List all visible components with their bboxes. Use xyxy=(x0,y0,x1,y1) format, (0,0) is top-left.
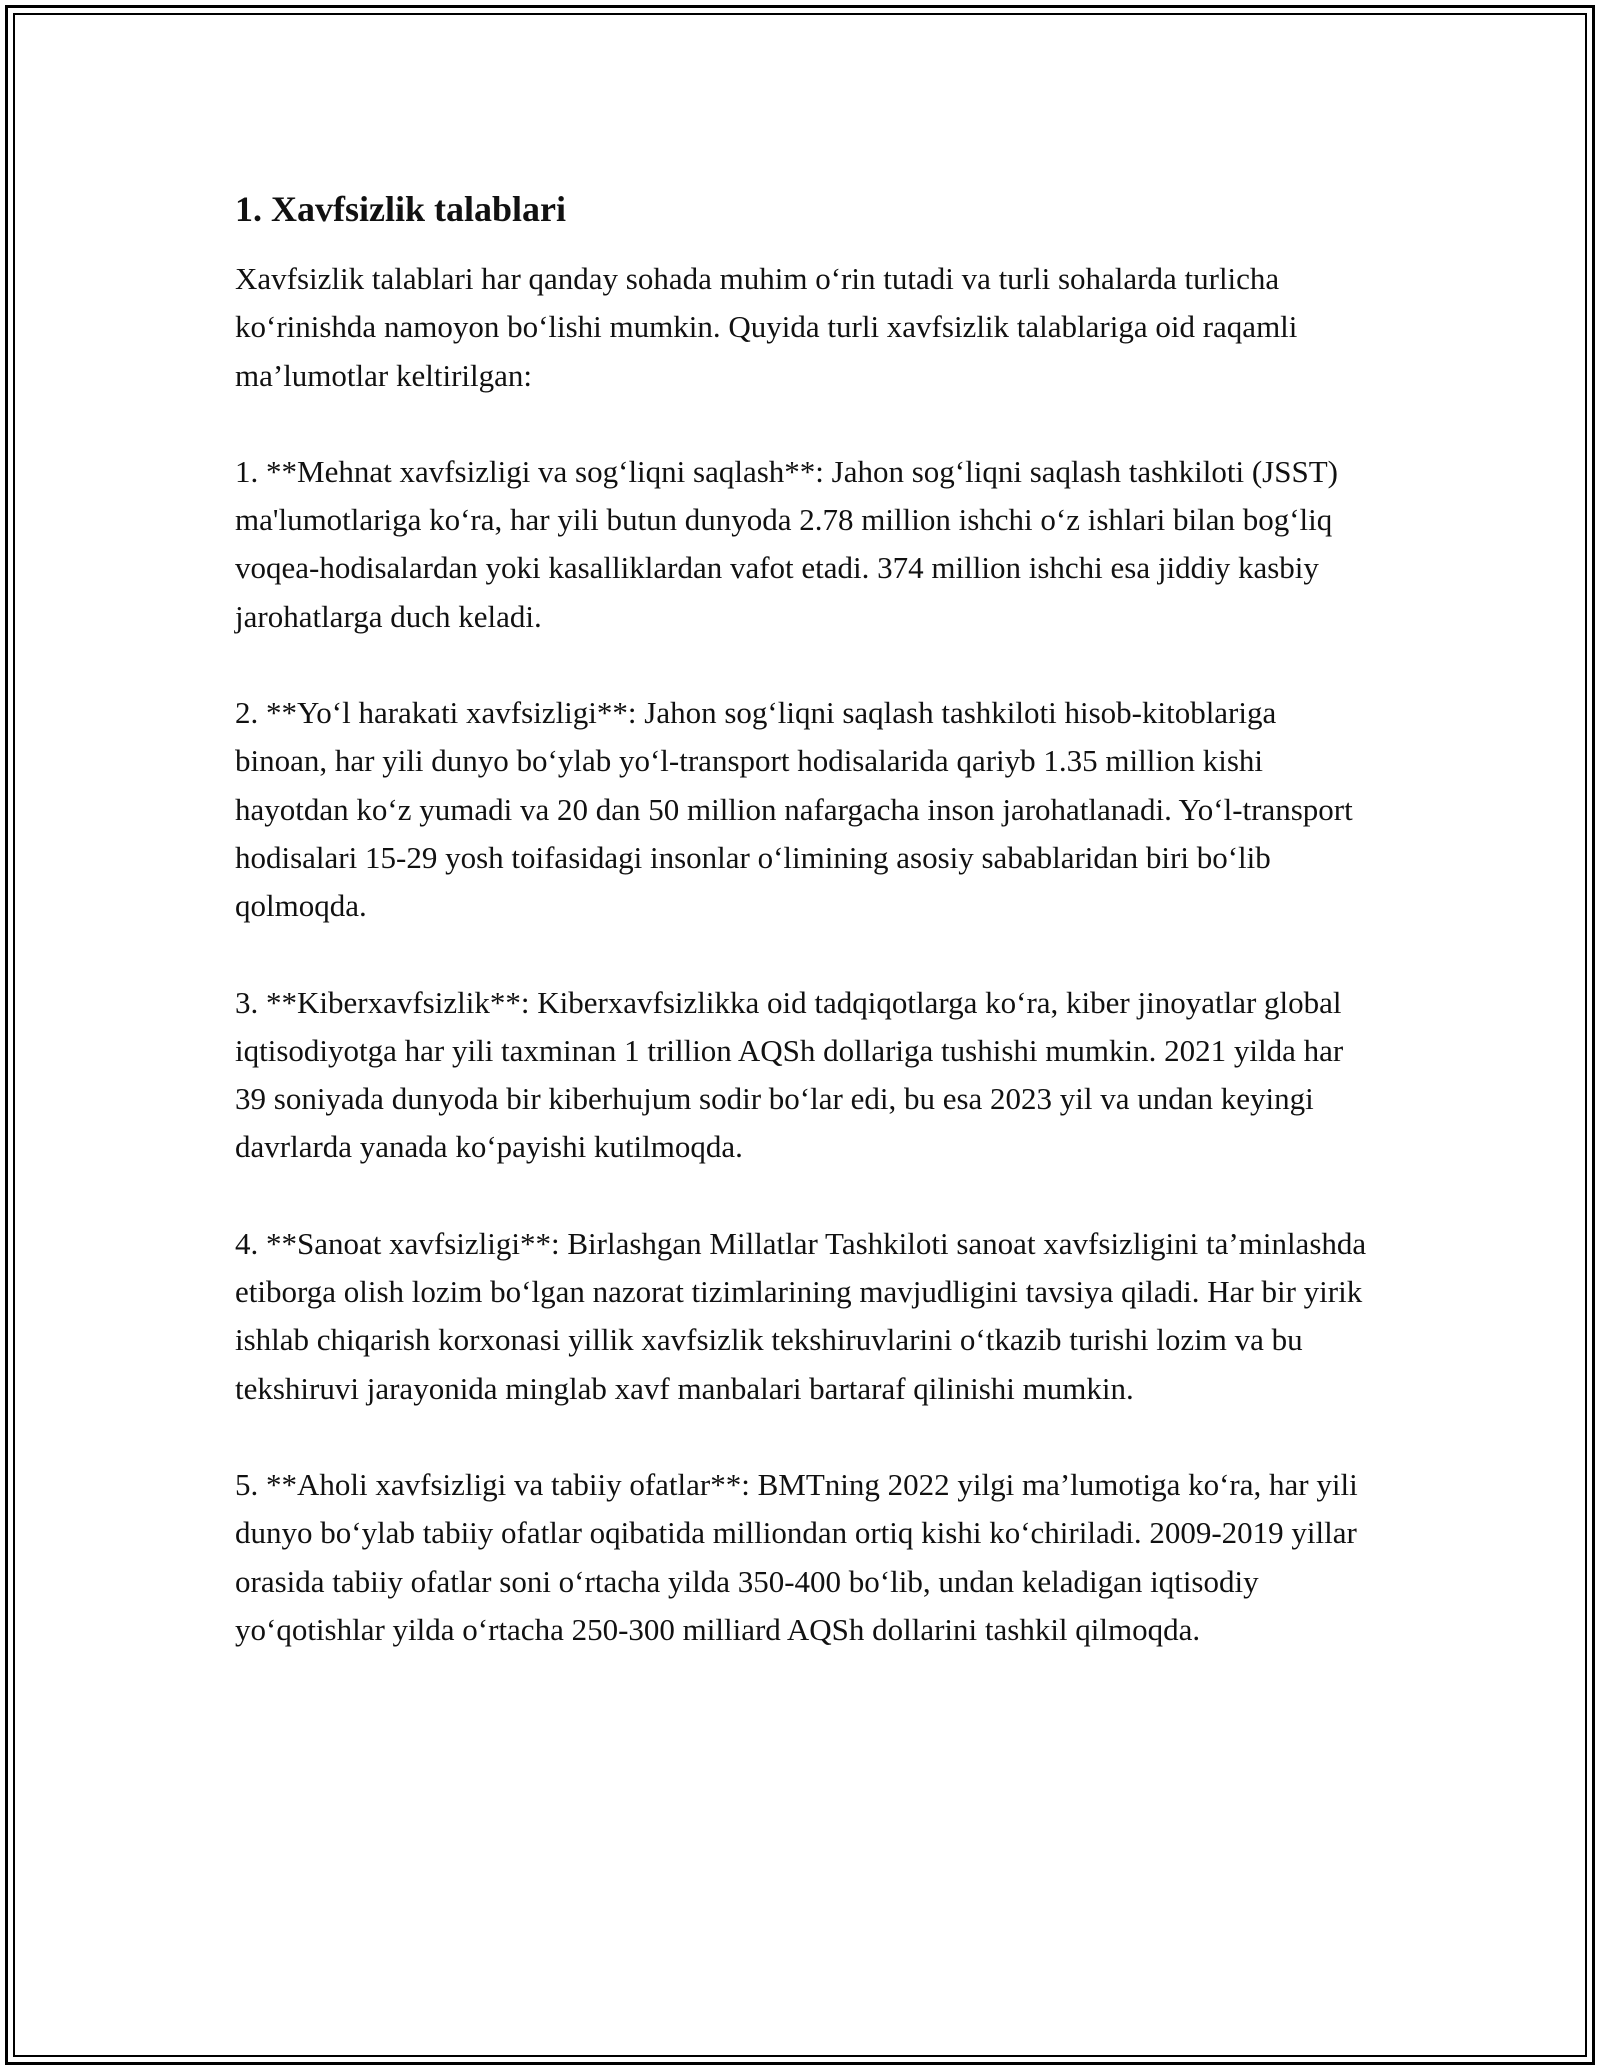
list-item-cybersecurity: 3. **Kiberxavfsizlik**: Kiberxavfsizlikka oid tadqiqotlarga ko‘ra, kiber jinoyatlar global iqtisodiyotga har yili taxminan 1 trillion AQSh dollariga tushishi mumkin. 2021 yilda har 39 soniyada dunyoda bir kiberhujum sodir bo‘lar edi, bu esa 2023 yil va undan keyingi davrlarda yanada ko‘payishi kutilmoqda. xyxy=(235,984,1344,1165)
intro-paragraph: Xavfsizlik talablari har qanday sohada muhim o‘rin tutadi va turli sohalarda turlicha ko‘rinishda namoyon bo‘lishi mumkin. Quyida turli xavfsizlik talablariga oid raqamli ma’lumotlar keltirilgan: xyxy=(235,261,1298,393)
list-item-industrial-safety: 4. **Sanoat xavfsizligi**: Birlashgan Millatlar Tashkiloti sanoat xavfsizligini ta’minlashda etiborga olish lozim bo‘lgan nazorat tizimlarining mavjudligini tavsiya qiladi. Har bir yirik ishlab chiqarish korxonasi yillik xavfsizlik tekshiruvlarini o‘tkazib turishi lozim va bu tekshiruvi jarayonida minglab xavf manbalari bartaraf qilinishi mumkin. xyxy=(235,1225,1367,1406)
section-title: 1. Xavfsizlik talablari xyxy=(235,189,566,229)
document-body xyxy=(235,185,1375,1702)
list-item-road-safety: 2. **Yo‘l harakati xavfsizligi**: Jahon sog‘liqni saqlash tashkiloti hisob-kitoblariga binoan, har yili dunyo bo‘ylab yo‘l-transport hodisalarida qariyb 1.35 million kishi hayotdan ko‘z yumadi va 20 dan 50 million nafargacha inson jarohatlanadi. Yo‘l-transport hodisalari 15-29 yosh toifasidagi insonlar o‘limining asosiy sabablaridan biri bo‘lib qolmoqda. xyxy=(235,695,1353,924)
list-item-natural-disasters: 5. **Aholi xavfsizligi va tabiiy ofatlar**: BMTning 2022 yilgi ma’lumotiga ko‘ra, har yili dunyo bo‘ylab tabiiy ofatlar oqibatida milliondan ortiq kishi ko‘chiriladi. 2009-2019 yillar orasida tabiiy ofatlar soni o‘rtacha yilda 350-400 bo‘lib, undan keladigan iqtisodiy yo‘qotishlar yilda o‘rtacha 250-300 milliard AQSh dollarini tashkil qilmoqda. xyxy=(235,1466,1358,1647)
list-item-occupational-safety: 1. **Mehnat xavfsizligi va sog‘liqni saqlash**: Jahon sog‘liqni saqlash tashkiloti (JSST) ma'lumotlariga ko‘ra, har yili butun dunyoda 2.78 million ishchi o‘z ishlari bilan bog‘liq voqea-hodisalardan yoki kasalliklardan vafot etadi. 374 million ishchi esa jiddiy kasbiy jarohatlarga duch keladi. xyxy=(235,453,1338,634)
